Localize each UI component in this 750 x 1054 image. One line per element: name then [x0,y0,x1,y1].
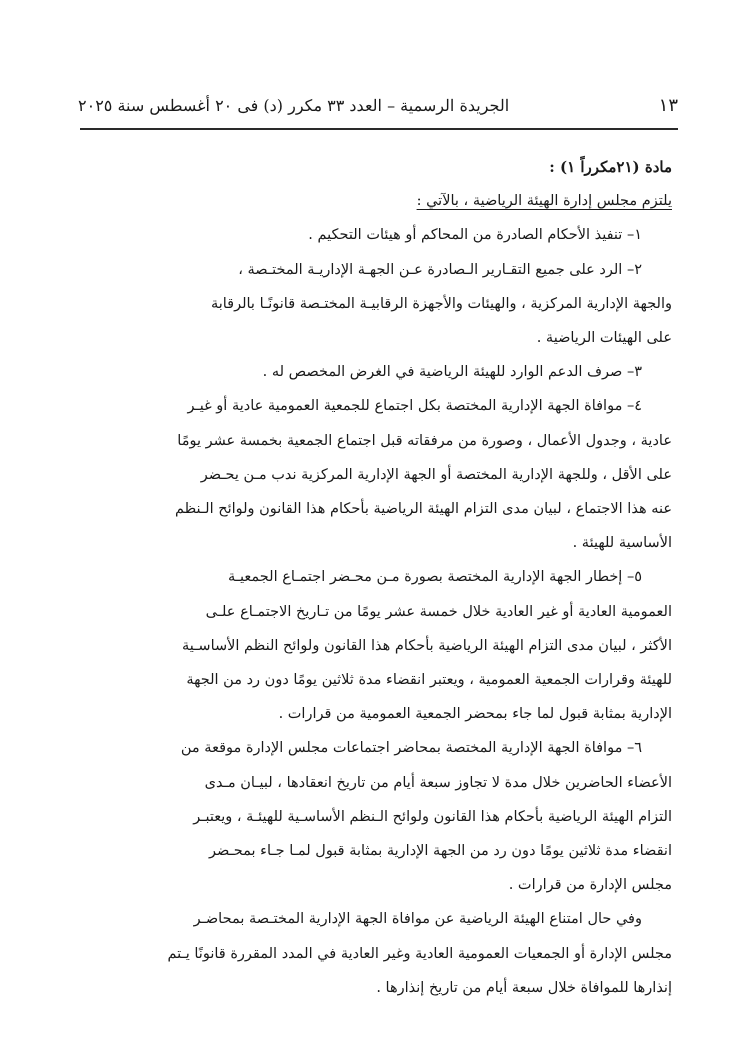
article-items [80,218,672,902]
text-line: ٥– إخطار الجهة الإدارية المختصة بصورة مـن محـضر اجتمـاع الجمعيـة [228,569,642,586]
closing-paragraph [80,902,672,1005]
text-line: الأساسية للهيئة . [572,535,672,552]
article-item [80,389,672,560]
text-line: ٤– موافاة الجهة الإدارية المختصة بكل اجتماع للجمعية العمومية عادية أو غيـر [187,398,642,415]
article-item [80,355,672,389]
text-line: والجهة الإدارية المركزية ، والهيئات والأجهزة الرقابيـة المختـصة قانونًـا بالرقابة [210,295,672,312]
text-line: الأعضاء الحاضرين خلال مدة لا تجاوز سبعة أيام من تاريخ انعقادها ، لبيـان مـدى [204,774,672,791]
text-line: على الهيئات الرياضية . [536,330,672,347]
text-line: ١– تنفيذ الأحكام الصادرة من المحاكم أو هيئات التحكيم . [308,227,642,244]
text-line: عنه هذا الاجتماع ، لبيان مدى التزام الهيئة الرياضية بأحكام هذا القانون ولوائح الـنظم [174,501,672,518]
page-number: ١٣ [658,94,678,116]
text-line: إنذارها للموافاة خلال سبعة أيام من تاريخ إنذارها . [376,979,672,996]
article-intro: يلتزم مجلس إدارة الهيئة الرياضية ، بالآتي : [416,193,672,210]
article-item [80,731,672,902]
article-title: مادة (٢١مكرراً ١) : [549,158,672,176]
text-line: التزام الهيئة الرياضية بأحكام هذا القانون ولوائح الـنظم الأساسـية للهيئـة ، ويعتبـر [193,808,672,825]
text-line: ٣– صرف الدعم الوارد للهيئة الرياضية في الغرض المخصص له . [262,364,642,381]
text-line: للهيئة وقرارات الجمعية العمومية ، ويعتبر انقضاء مدة ثلاثين يومًا دون رد من الجهة [186,672,672,689]
text-line: العمومية العادية أو غير العادية خلال خمسة عشر يومًا من تـاريخ الاجتمـاع علـى [205,603,672,620]
article-item [80,218,672,252]
text-line: عادية ، وجدول الأعمال ، وصورة من مرفقاته قبل اجتماع الجمعية بخمسة عشر يومًا [177,432,672,449]
header-divider [80,128,678,130]
gazette-header-text: الجريدة الرسمية – العدد ٣٣ مكرر (د) فى ٢٠ أغسطس سنة ٢٠٢٥ [78,95,510,115]
text-line: ٢– الرد على جميع التقـارير الـصادرة عـن الجهـة الإداريـة المختـصة ، [238,261,642,278]
text-line: الأكثر ، لبيان مدى التزام الهيئة الرياضية بأحكام هذا القانون ولوائح النظم الأساسـية [182,637,672,654]
text-line: الإدارية بمثابة قبول لما جاء بمحضر الجمعية العمومية من قرارات . [278,706,672,723]
text-line: ٦– موافاة الجهة الإدارية المختصة بمحاضر اجتماعات مجلس الإدارة موقعة من [180,740,642,757]
article-item [80,560,672,731]
text-line: على الأقل ، وللجهة الإدارية المختصة أو الجهة الإدارية المركزية ندب مـن يحـضر [200,466,672,483]
text-line: انقضاء مدة ثلاثين يومًا دون رد من الجهة الإدارية بمثابة قبول لمـا جـاء بمحـضر [208,843,672,860]
article-body [80,150,672,1005]
text-line: مجلس الإدارة أو الجمعيات العمومية العادية وغير العادية في المدد المقررة قانونًا يـتم [167,945,672,962]
text-line: وفي حال امتناع الهيئة الرياضية عن موافاة الجهة الإدارية المختـصة بمحاضـر [193,911,642,928]
page-header [78,92,678,118]
text-line: مجلس الإدارة من قرارات . [508,877,672,894]
article-item [80,253,672,356]
